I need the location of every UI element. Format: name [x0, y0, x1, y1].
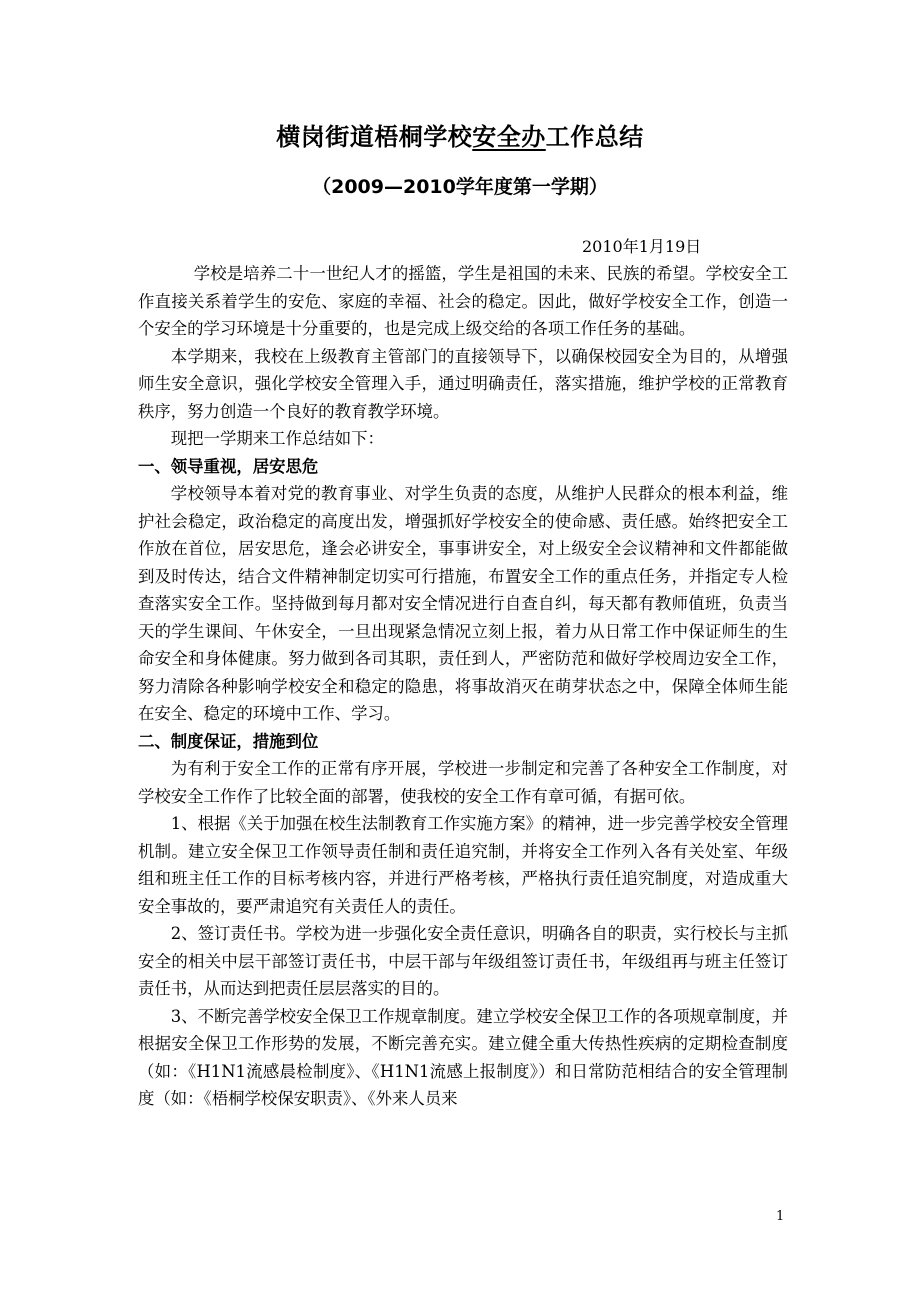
document-title: [0, 122, 920, 152]
paragraph-item-1: 1、根据《关于加强在校生法制教育工作实施方案》的精神，进一步完善学校安全管理机制。建立安全保卫工作领导责任制和责任追究制，并将安全工作列入各有关处室、年级组和班主任工作的目标考核内容，并进行严格考核，严格执行责任追究制度，对造成重大安全事故的，要严肃追究有关责任人的责任。: [138, 814, 788, 916]
document-date: 2010年1月19日: [582, 237, 702, 256]
paragraph-leadership: 学校领导本着对党的教育事业、对学生负责的态度，从维护人民群众的根本利益，维护社会稳定，政治稳定的高度出发，增强抓好学校安全的使命感、责任感。始终把安全工作放在首位，居安思危，逢会必讲安全，事事讲安全，对上级安全会议精神和文件都能做到及时传达，结合文件精神制定切实可行措施，布置安全工作的重点任务，并指定专人检查落实安全工作。坚持做到每月都对安全情况进行自查自纠，每天都有教师值班，负责当天的学生课间、午休安全，一旦出现紧急情况立刻上报，着力从日常工作中保证师生的生命安全和身体健康。努力做到各司其职，责任到人，严密防范和做好学校周边安全工作，努力清除各种影响学校安全和稳定的隐患，将事故消灭在萌芽状态之中，保障全体师生能在安全、稳定的环境中工作、学习。: [138, 484, 788, 723]
paragraph-item-3: 3、不断完善学校安全保卫工作规章制度。建立学校安全保卫工作的各项规章制度，并根据安全保卫工作形势的发展，不断完善充实。建立健全重大传热性疾病的定期检查制度（如：《H1N1流感晨检制度》、《H1N1流感上报制度》）和日常防范相结合的安全管理制度（如：《梧桐学校保安职责》、《外来人员来: [138, 1006, 788, 1108]
title-underlined-part: 安全办: [472, 123, 546, 151]
section-heading-1: 一、领导重视，居安思危: [138, 456, 319, 476]
page-number: 1: [776, 1209, 785, 1224]
document-subtitle: （2009—2010学年度第一学期）: [312, 176, 608, 198]
document-body: [138, 260, 788, 1113]
title-part-2: 工作总结: [545, 123, 644, 151]
paragraph-system: 为有利于安全工作的正常有序开展，学校进一步制定和完善了各种安全工作制度，对学校安全工作作了比较全面的部署，使我校的安全工作有章可循，有据可依。: [138, 759, 788, 806]
title-part-1: 横岗街道梧桐学校: [276, 123, 473, 151]
section-heading-2: 二、制度保证，措施到位: [138, 731, 319, 751]
paragraph-item-2: 2、签订责任书。学校为进一步强化安全责任意识，明确各自的职责，实行校长与主抓安全的相关中层干部签订责任书，中层干部与年级组签订责任书，年级组再与班主任签订责任书，从而达到把责任层层落实的目的。: [138, 924, 788, 998]
paragraph-intro: 学校是培养二十一世纪人才的摇篮，学生是祖国的未来、民族的希望。学校安全工作直接关系着学生的安危、家庭的幸福、社会的稳定。因此，做好学校安全工作，创造一个安全的学习环境是十分重要的，也是完成上级交给的各项工作任务的基础。: [138, 264, 788, 338]
paragraph-summary-lead: 现把一学期来工作总结如下：: [170, 429, 384, 448]
paragraph-overview: 本学期来，我校在上级教育主管部门的直接领导下，以确保校园安全为目的，从增强师生安全意识，强化学校安全管理入手，通过明确责任，落实措施，维护学校的正常教育秩序，努力创造一个良好的教育教学环境。: [138, 346, 788, 421]
